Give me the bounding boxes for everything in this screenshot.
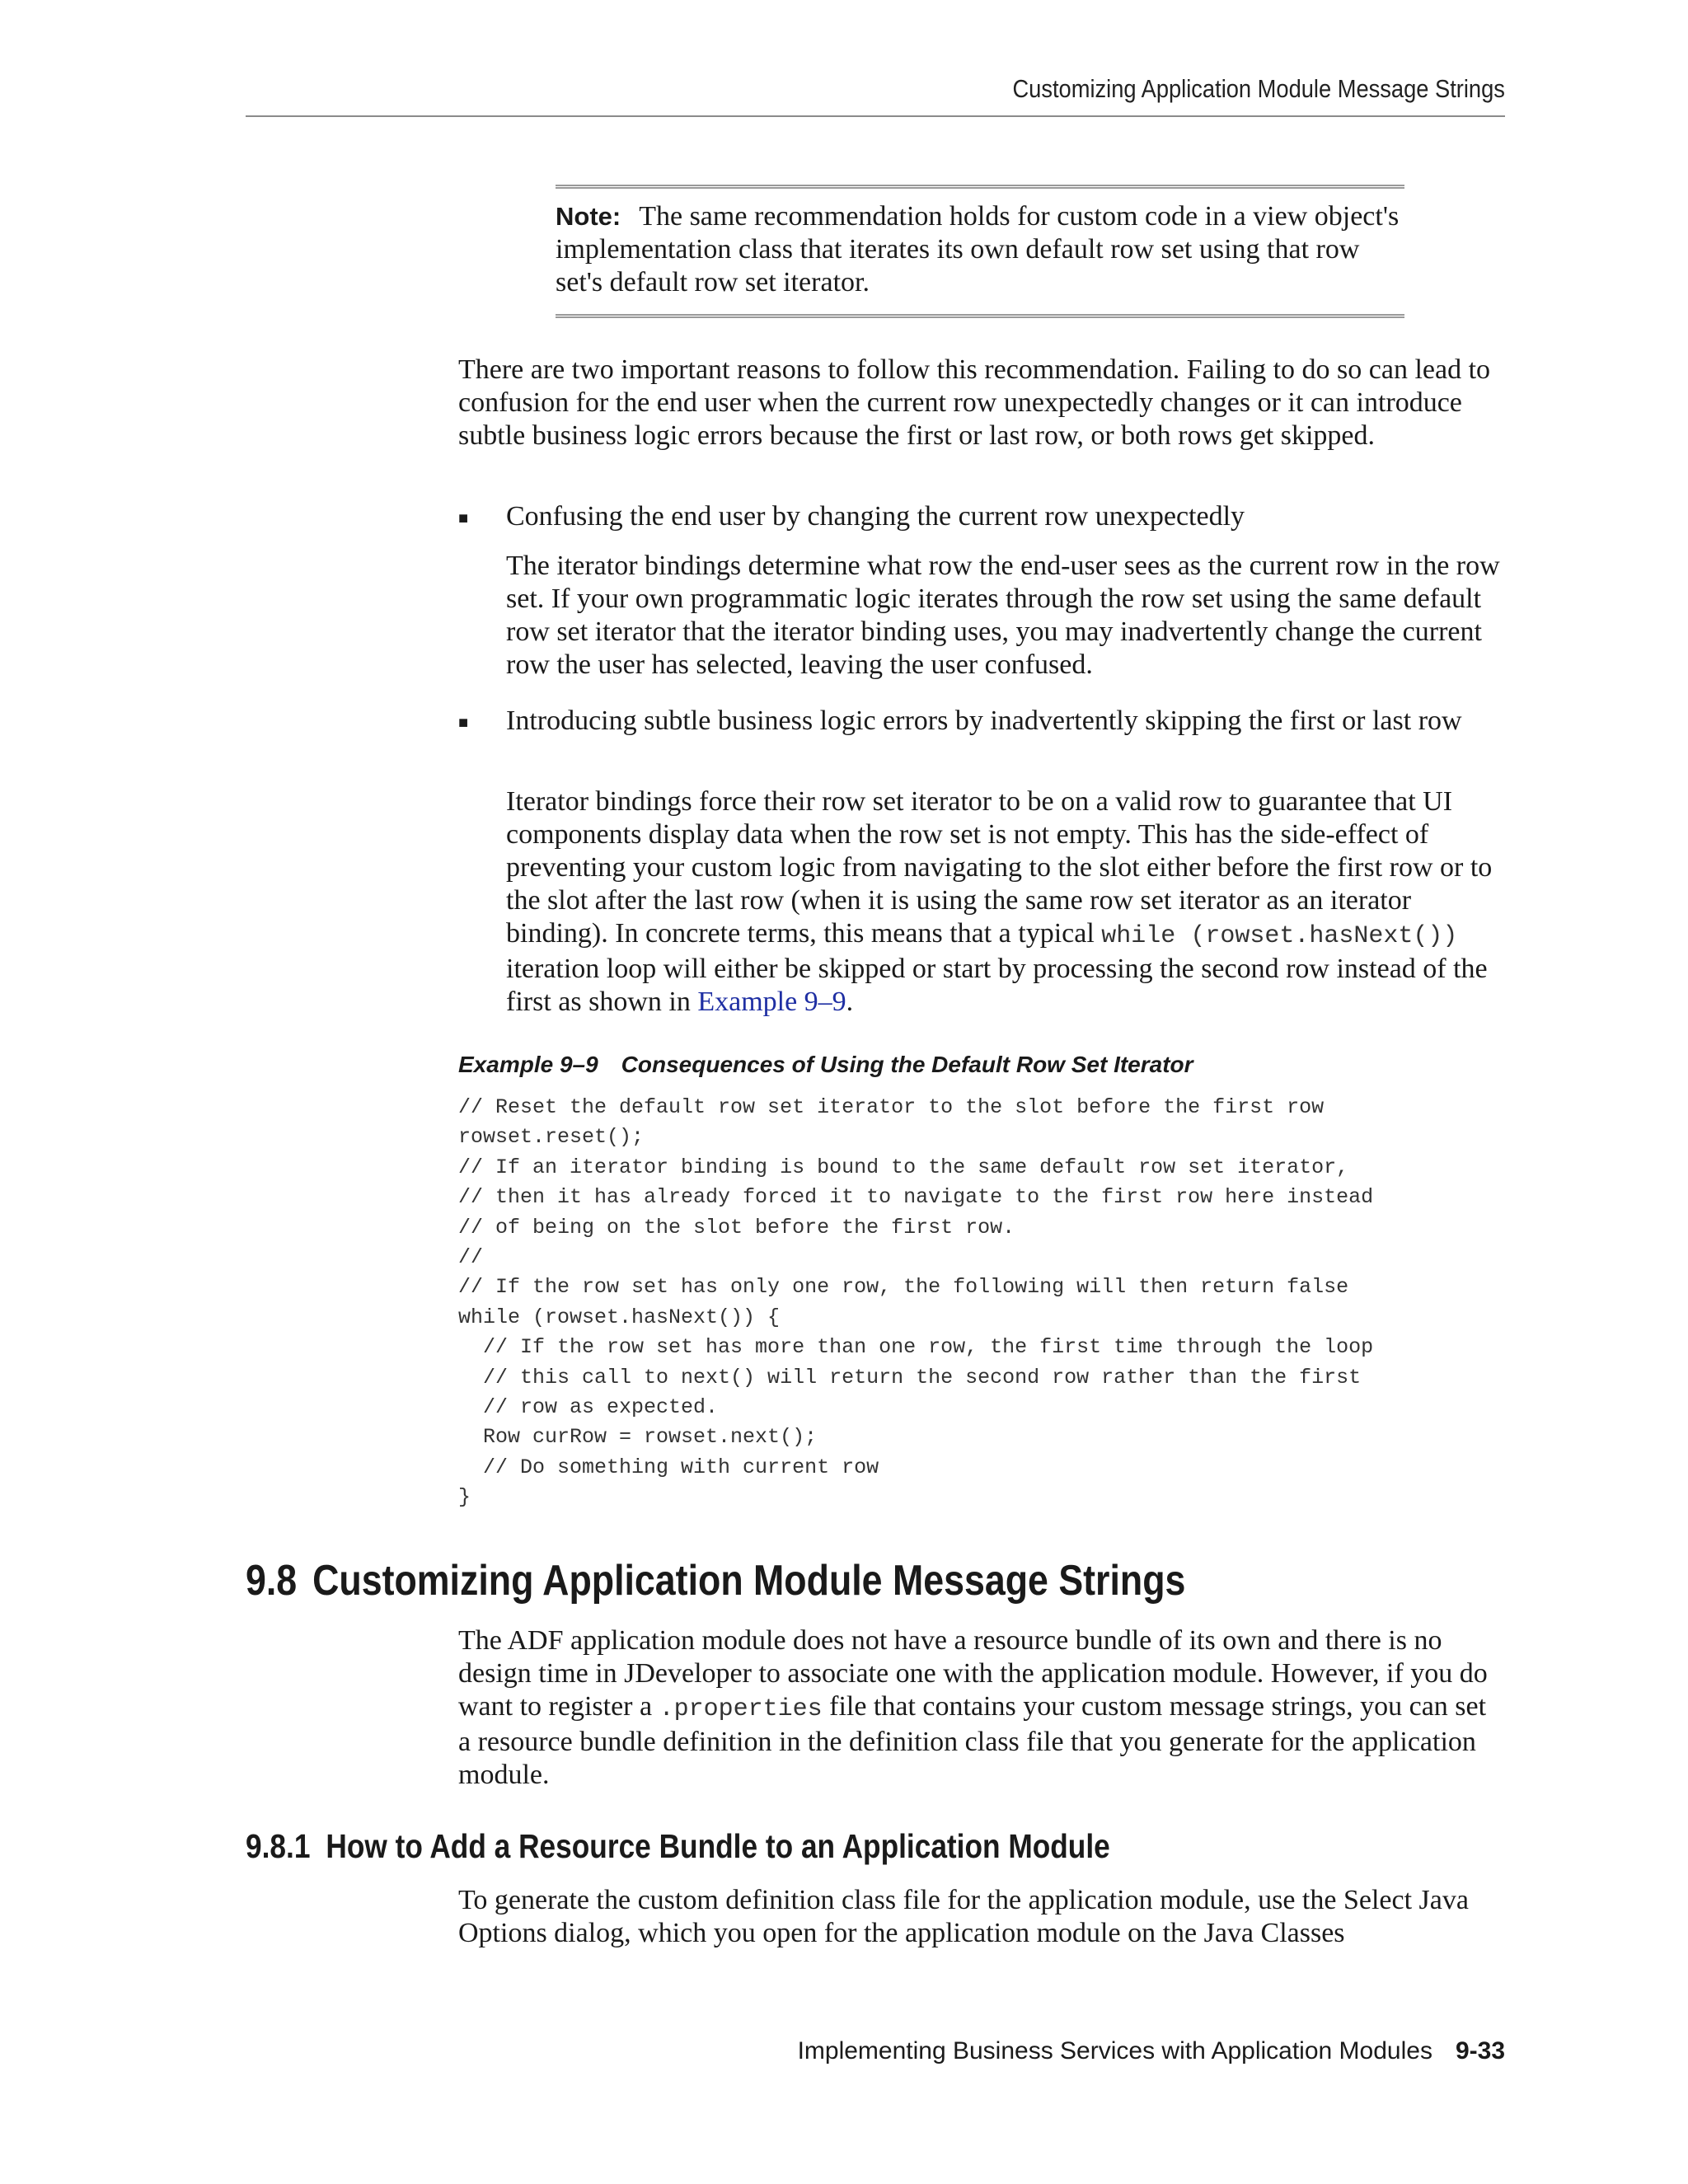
example-9-9-link[interactable]: Example 9–9 (697, 987, 846, 1017)
note-box (556, 185, 1404, 318)
section-9-8-1-heading (246, 1825, 1110, 1867)
bullet-2-inline-code: while (rowset.hasNext()) (1101, 922, 1458, 950)
properties-inline-code: .properties (659, 1695, 823, 1723)
footer-book-title: Implementing Business Services with Application Modules (797, 2037, 1432, 2064)
code-block: // Reset the default row set iterator to the slot before the first row rowset.reset(); // If an iterator binding is bound to the same default row set iterator, // then it has already forced it to navigate to the first row here instead // of being on the slot before the first row. // // If the row set has only one row, the following will then return false while (rowset.hasNext()) { // If the row set has more than one row, the first time through the loop // this call to next() will return the second row rather than the first // row as expected. Row curRow = rowset.next(); // Do something with current row } (458, 1095, 1374, 1510)
section-9-8-text-part1: The ADF application module does not have a resource bundle of its own and there is no design time in JDeveloper to associate one with the application module. However, if you do want to register a (458, 1625, 1488, 1722)
footer-page-number: 9-33 (1455, 2037, 1505, 2064)
section-9-8-title: Customizing Application Module Message Strings (312, 1557, 1186, 1605)
bullet-square-icon: ■ (458, 714, 469, 732)
running-header-title: Customizing Application Module Message Strings (1012, 74, 1505, 103)
section-9-8-1-title: How to Add a Resource Bundle to an Application Module (326, 1827, 1110, 1865)
page-footer (798, 2037, 1505, 2065)
bullet-2-body-part1: Iterator bindings force their row set iterator to be on a valid row to guarantee that UI components display data when the row set is not empty. This has the side-effect of preventing your custom logic from navigating to the slot either before the first row or to the slot after the last row (when it is using the same row set iterator as an iterator binding). In concrete terms, this means that a typical (506, 786, 1493, 949)
section-9-8-1-paragraph: To generate the custom definition class file for the application module, use the Select Java Options dialog, which you open for the application module on the Java Classes (458, 1885, 1469, 1948)
bullet-1-body: The iterator bindings determine what row the end-user sees as the current row in the row set. If your own programmatic logic iterates through the row set using the same default row set iterator that the iterator binding uses, you may inadvertently change the current row the user has selected, leaving the user confused. (506, 551, 1500, 680)
bullet-1-title: Confusing the end user by changing the current row unexpectedly (506, 501, 1245, 532)
bullet-2-body-part2: iteration loop will either be skipped or start by processing the second row instead of the first as shown in (506, 954, 1488, 1017)
example-title-text: Consequences of Using the Default Row Set Iterator (621, 1052, 1193, 1077)
note-text: The same recommendation holds for custom code in a view object's implementation class that iterates its own default row set using that row set's default row set iterator. (556, 201, 1400, 298)
section-9-8-paragraph (458, 1624, 1505, 1792)
bullet-2-title: Introducing subtle business logic errors by inadvertently skipping the first or last row (506, 705, 1462, 736)
bullet-2-body (506, 785, 1505, 1019)
example-title (458, 1050, 1193, 1080)
section-9-8-1-number: 9.8.1 (246, 1827, 311, 1865)
note-paragraph (556, 200, 1404, 299)
section-9-8-text-part2: file that contains your custom message strings, you can set a resource bundle definition in the definition class file that you generate for the application module. (458, 1691, 1487, 1790)
running-header (246, 74, 1505, 117)
section-9-8-heading (246, 1556, 1185, 1605)
example-number: Example 9–9 (458, 1052, 598, 1077)
intro-paragraph: There are two important reasons to follow this recommendation. Failing to do so can lead to confusion for the end user when the current row unexpectedly changes or it can introduce subtle business logic errors because the first or last row, or both rows get skipped. (458, 354, 1491, 451)
note-label: Note: (556, 202, 621, 231)
bullet-2-body-end: . (846, 987, 854, 1017)
bullet-square-icon: ■ (458, 509, 469, 527)
section-9-8-number: 9.8 (246, 1557, 298, 1605)
